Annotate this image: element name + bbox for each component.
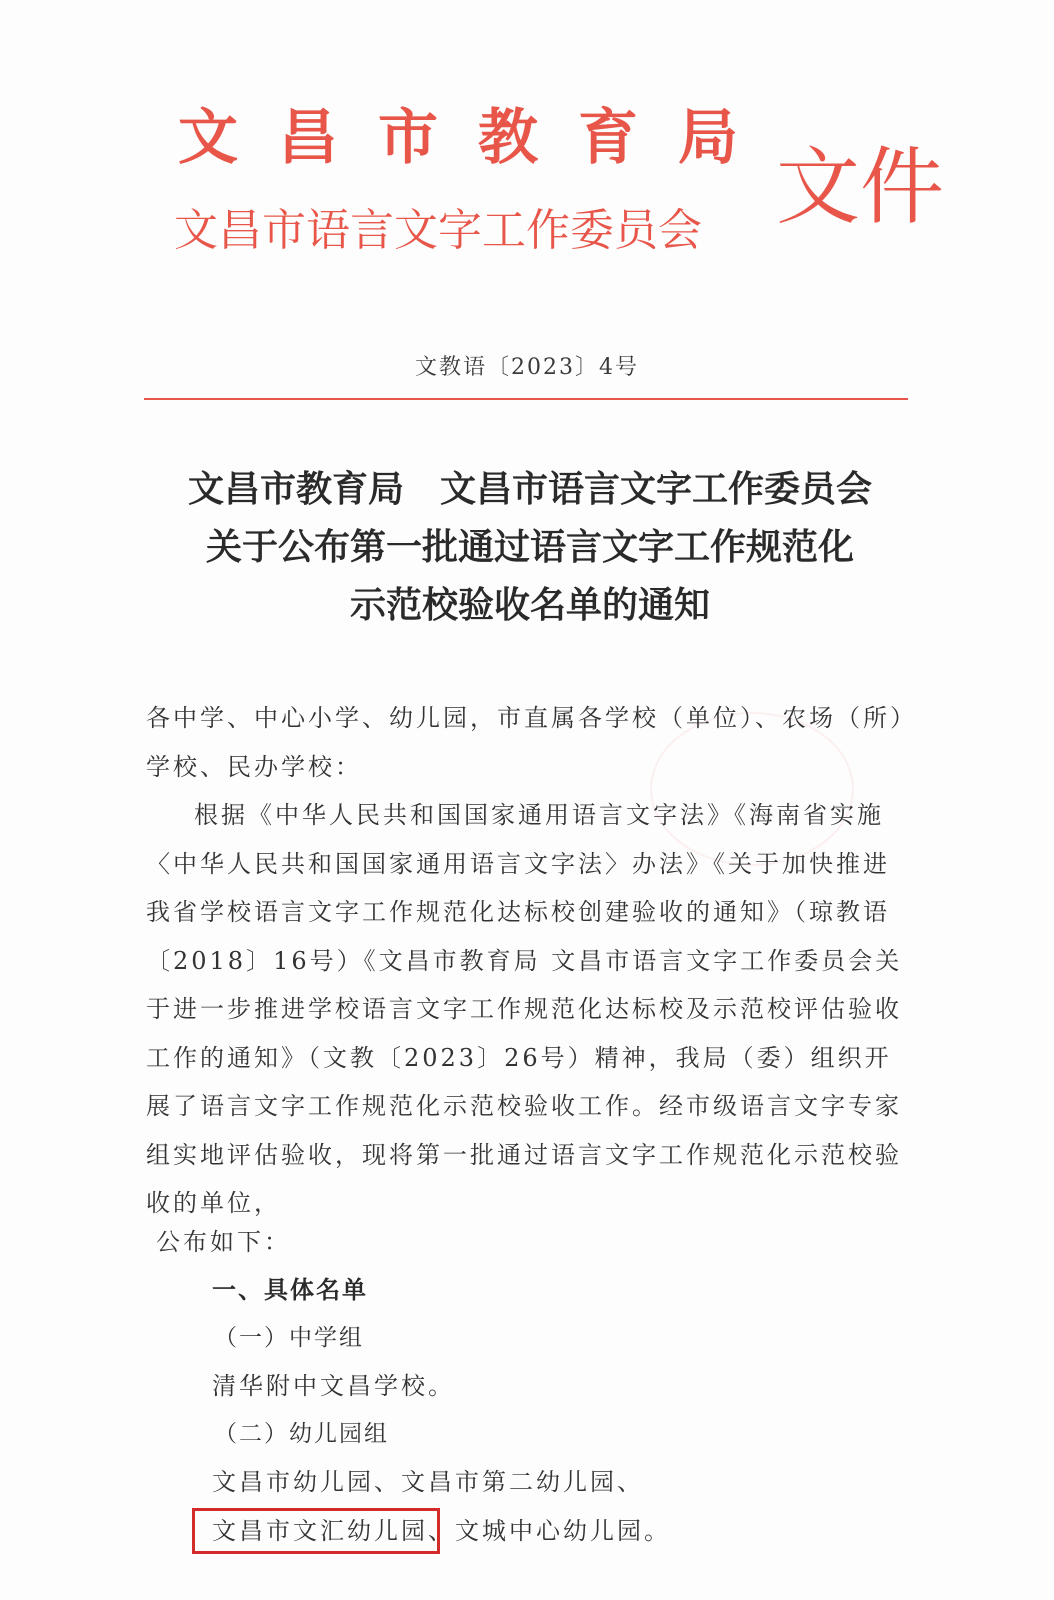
letterhead-char: 局 <box>678 103 738 173</box>
title-line: 文昌市教育局 文昌市语言文字工作委员会 <box>187 468 872 510</box>
addressee: 各中学、中心小学、幼儿园，市直属各学校（单位）、农场（所）学校、民办学校： <box>146 704 905 781</box>
title-line: 示范校验收名单的通知 <box>349 584 710 626</box>
group-heading-middle-school: （一）中学组 <box>214 1325 364 1351</box>
section-heading-list: 一、具体名单 <box>212 1276 368 1304</box>
kindergarten-list-line: 文昌市幼儿园、文昌市第二幼儿园、 <box>212 1468 644 1496</box>
letterhead-char: 教 <box>478 103 538 173</box>
group-heading-kindergarten: （二）幼儿园组 <box>214 1421 389 1447</box>
middle-school-list: 清华附中文昌学校。 <box>212 1372 455 1400</box>
document-title <box>100 460 960 634</box>
letterhead-char: 文 <box>178 103 238 173</box>
letterhead-char: 育 <box>578 103 638 173</box>
highlight-box <box>192 1508 440 1554</box>
publish-intro: 公布如下： <box>156 1228 291 1256</box>
letterhead-char: 昌 <box>278 103 338 173</box>
letterhead-document-suffix: 文件 <box>776 138 945 236</box>
document-number: 文教语〔2023〕4号 <box>415 355 639 380</box>
letterhead-org-language-committee: 文昌市语言文字工作委员会 <box>174 205 702 256</box>
school-name: 文城中心幼儿园。 <box>455 1517 671 1545</box>
letterhead-char: 市 <box>378 103 438 173</box>
letterhead-divider <box>144 398 908 400</box>
highlighted-school: 文昌市文汇幼儿园、 <box>212 1517 455 1545</box>
title-line: 关于公布第一批通过语言文字工作规范化 <box>205 526 854 568</box>
body-paragraph: 根据《中华人民共和国国家通用语言文字法》《海南省实施〈中华人民共和国国家通用语言文字法〉办法》《关于加快推进我省学校语言文字工作规范化达标校创建验收的通知》（琼教语〔2018〕16号）《文昌市教育局 文昌市语言文字工作委员会关于进一步推进学校语言文字工作规范化达标校及示范校评估验收工作的通知》（文教〔2023〕26号）精神，我局（委）组织开展了语言文字工作规范化示范校验收工作。经市级语言文字专家组实地评估验收，现将第一批通过语言文字工作规范化示范校验收的单位， <box>146 801 903 1217</box>
letterhead-org-education-bureau <box>178 100 738 176</box>
document-body <box>146 694 914 1228</box>
